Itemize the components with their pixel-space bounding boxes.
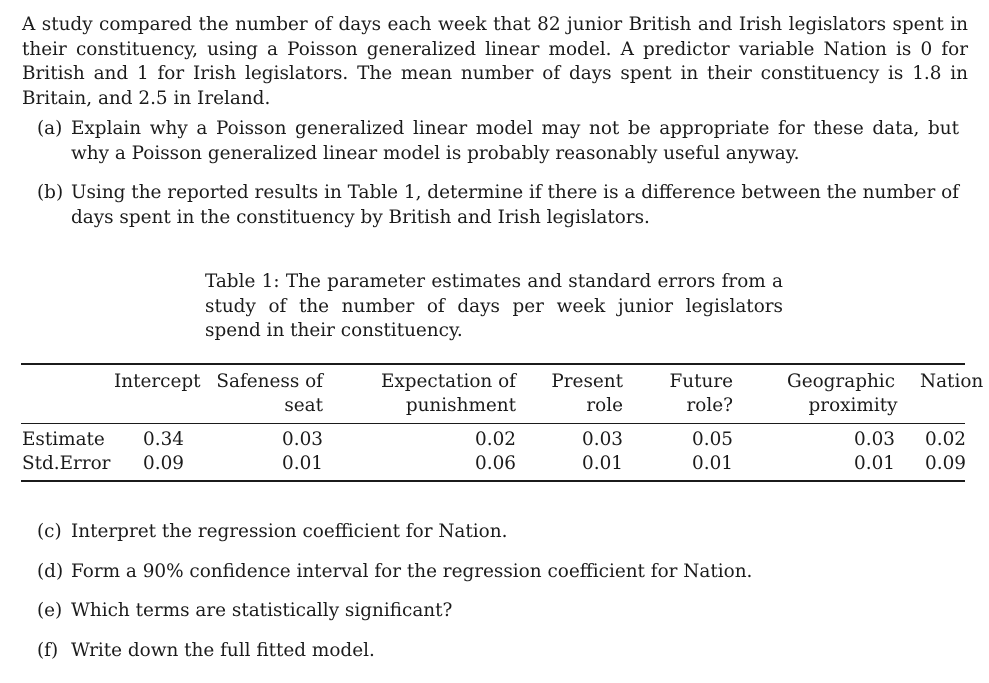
- header-future: Future: [669, 371, 733, 392]
- question-text: Using the reported results in Table 1, determine if there is a difference between the number of days spent in the constituency by British and Irish legislators.: [71, 182, 959, 228]
- row-label-std-error: Std.Error: [22, 453, 111, 474]
- table-cell: 0.09: [925, 453, 966, 474]
- header-nation: Nation: [920, 371, 984, 392]
- table-cell: 0.34: [143, 429, 184, 450]
- table-cell: 0.01: [282, 453, 323, 474]
- table-cell: 0.01: [582, 453, 623, 474]
- question-b: [37, 181, 959, 230]
- question-text: Which terms are statistically significant?: [71, 600, 453, 621]
- question-label: (b): [37, 182, 64, 203]
- question-text: Form a 90% confidence interval for the regression coefficient for Nation.: [71, 561, 753, 582]
- table-cell: 0.02: [925, 429, 966, 450]
- question-f: [37, 639, 959, 664]
- question-e: [37, 599, 959, 624]
- question-label: (d): [37, 561, 64, 582]
- header-expectation-line2: punishment: [405, 395, 516, 416]
- question-label: (c): [37, 521, 62, 542]
- header-future-line2: role?: [686, 395, 733, 416]
- table-cell: 0.06: [475, 453, 516, 474]
- table-caption: Table 1: The parameter estimates and standard errors from a study of the number of days per week junior legislators spend in their constituency.: [205, 271, 783, 341]
- table-cell: 0.01: [692, 453, 733, 474]
- table-cell: 0.03: [854, 429, 895, 450]
- table-top-rule: [21, 363, 965, 365]
- header-expectation: Expectation of: [380, 371, 516, 392]
- header-intercept: Intercept: [114, 371, 201, 392]
- table-cell: 0.09: [143, 453, 184, 474]
- row-label-estimate: Estimate: [22, 429, 105, 450]
- header-safeness-line2: seat: [284, 395, 323, 416]
- question-d: [37, 560, 959, 585]
- table-mid-rule: [21, 423, 965, 424]
- header-safeness: Safeness of: [216, 371, 323, 392]
- table-cell: 0.03: [582, 429, 623, 450]
- header-geographic-line2: proximity: [808, 395, 898, 416]
- table-cell: 0.03: [282, 429, 323, 450]
- header-geographic: Geographic: [787, 371, 895, 392]
- question-a: [37, 117, 959, 166]
- question-label: (f): [37, 640, 59, 661]
- header-present: Present: [551, 371, 623, 392]
- table-cell: 0.01: [854, 453, 895, 474]
- table-cell: 0.05: [692, 429, 733, 450]
- table-cell: 0.02: [475, 429, 516, 450]
- question-text: Explain why a Poisson generalized linear model may not be appropriate for these data, but why a Poisson generalized linear model is probably reasonably useful anyway.: [71, 118, 959, 164]
- question-c: [37, 520, 959, 545]
- table-bottom-rule: [21, 480, 965, 482]
- question-text: Write down the full fitted model.: [71, 640, 375, 661]
- question-label: (a): [37, 118, 63, 139]
- intro-paragraph: A study compared the number of days each week that 82 junior British and Irish legislators spent in their constituency, using a Poisson generalized linear model. A predictor variable Nation is 0 for British and 1 for Irish legislators. The mean number of days spent in their constituency is 1.8 in Britain, and 2.5 in Ireland.: [22, 14, 968, 109]
- question-text: Interpret the regression coefficient for Nation.: [71, 521, 508, 542]
- question-label: (e): [37, 600, 63, 621]
- header-present-line2: role: [586, 395, 623, 416]
